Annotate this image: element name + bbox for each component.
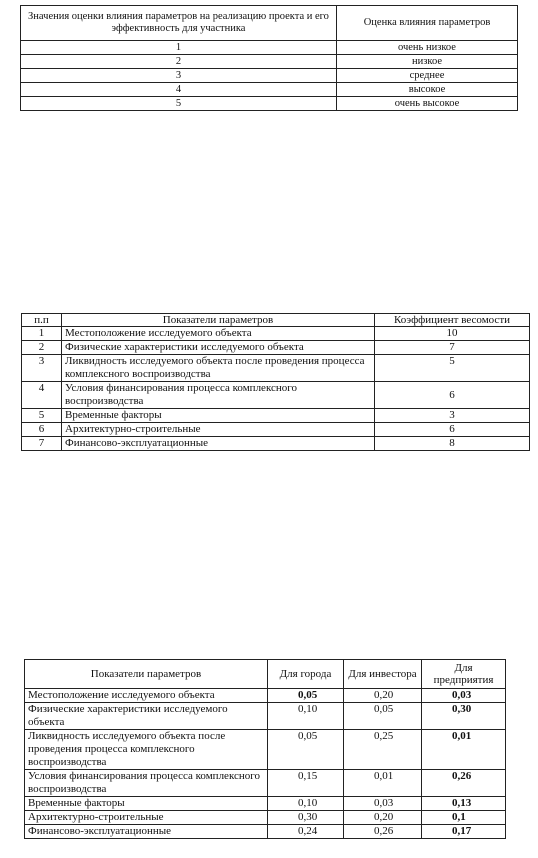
investor-value: 0,26 [344, 825, 422, 839]
column-header: Для инвестора [344, 660, 422, 689]
weight-value: 6 [375, 382, 530, 409]
parameter-name: Физические характеристики исследуемого объекта [62, 341, 375, 355]
weight-coefficients-table [21, 313, 530, 451]
table-header-row [22, 314, 530, 327]
weight-value: 10 [375, 327, 530, 341]
table-row [22, 327, 530, 341]
parameter-name: Условия финансирования процесса комплексного воспроизводства [25, 770, 268, 797]
table-cell: 3 [21, 69, 337, 83]
enterprise-value: 0,03 [422, 689, 506, 703]
city-value: 0,10 [268, 703, 344, 730]
parameter-name: Условия финансирования процесса комплексного воспроизводства [62, 382, 375, 409]
table-row [25, 825, 506, 839]
table-row [22, 437, 530, 451]
parameter-name: Ликвидность исследуемого объекта после проведения процесса комплексного воспроизводства [62, 355, 375, 382]
parameter-name: Временные факторы [25, 797, 268, 811]
investor-value: 0,01 [344, 770, 422, 797]
column-header: Коэффициент весомости [375, 314, 530, 327]
row-number: 4 [22, 382, 62, 409]
column-header: Значения оценки влияния параметров на реализацию проекта и его эффективность для участника [21, 6, 337, 41]
city-value: 0,10 [268, 797, 344, 811]
table-cell: среднее [337, 69, 518, 83]
table-row [25, 689, 506, 703]
table-row [25, 797, 506, 811]
table-row [22, 341, 530, 355]
table-row [22, 355, 530, 382]
column-header: Оценка влияния параметров [337, 6, 518, 41]
parameter-name: Финансово-эксплуатационные [25, 825, 268, 839]
parameter-name: Архитектурно-строительные [62, 423, 375, 437]
row-number: 6 [22, 423, 62, 437]
row-number: 7 [22, 437, 62, 451]
parameter-name: Ликвидность исследуемого объекта после проведения процесса комплексного воспроизводства [25, 730, 268, 770]
enterprise-value: 0,30 [422, 703, 506, 730]
column-header: п.п [22, 314, 62, 327]
table-row [25, 703, 506, 730]
table-row [21, 97, 518, 111]
row-number: 2 [22, 341, 62, 355]
table-header-row [25, 660, 506, 689]
weight-value: 7 [375, 341, 530, 355]
parameter-name: Архитектурно-строительные [25, 811, 268, 825]
table-row [21, 83, 518, 97]
table-cell: очень высокое [337, 97, 518, 111]
impact-scale-table [20, 5, 518, 111]
table-row [25, 811, 506, 825]
weight-value: 5 [375, 355, 530, 382]
table-row [25, 730, 506, 770]
column-header: Для города [268, 660, 344, 689]
investor-value: 0,20 [344, 811, 422, 825]
enterprise-value: 0,13 [422, 797, 506, 811]
investor-value: 0,05 [344, 703, 422, 730]
table-row [22, 382, 530, 409]
table-row [21, 55, 518, 69]
table-cell: низкое [337, 55, 518, 69]
table-row [22, 423, 530, 437]
city-value: 0,05 [268, 730, 344, 770]
city-value: 0,05 [268, 689, 344, 703]
city-value: 0,30 [268, 811, 344, 825]
table-row [21, 41, 518, 55]
parameter-name: Финансово-эксплуатационные [62, 437, 375, 451]
table-cell: 5 [21, 97, 337, 111]
row-number: 3 [22, 355, 62, 382]
enterprise-value: 0,1 [422, 811, 506, 825]
parameter-name: Местоположение исследуемого объекта [62, 327, 375, 341]
investor-value: 0,20 [344, 689, 422, 703]
parameter-name: Временные факторы [62, 409, 375, 423]
enterprise-value: 0,17 [422, 825, 506, 839]
table-cell: очень низкое [337, 41, 518, 55]
parameter-name: Местоположение исследуемого объекта [25, 689, 268, 703]
city-value: 0,24 [268, 825, 344, 839]
participant-weights-table [24, 659, 506, 839]
table-cell: 4 [21, 83, 337, 97]
investor-value: 0,03 [344, 797, 422, 811]
parameter-name: Физические характеристики исследуемого объекта [25, 703, 268, 730]
row-number: 1 [22, 327, 62, 341]
weight-value: 3 [375, 409, 530, 423]
city-value: 0,15 [268, 770, 344, 797]
column-header: Показатели параметров [62, 314, 375, 327]
weight-value: 6 [375, 423, 530, 437]
table-cell: 1 [21, 41, 337, 55]
table-row [21, 69, 518, 83]
table-cell: 2 [21, 55, 337, 69]
weight-value: 8 [375, 437, 530, 451]
table-cell: высокое [337, 83, 518, 97]
table-header-row [21, 6, 518, 41]
investor-value: 0,25 [344, 730, 422, 770]
column-header: Показатели параметров [25, 660, 268, 689]
enterprise-value: 0,01 [422, 730, 506, 770]
table-row [25, 770, 506, 797]
column-header: Для предприятия [422, 660, 506, 689]
enterprise-value: 0,26 [422, 770, 506, 797]
row-number: 5 [22, 409, 62, 423]
table-row [22, 409, 530, 423]
